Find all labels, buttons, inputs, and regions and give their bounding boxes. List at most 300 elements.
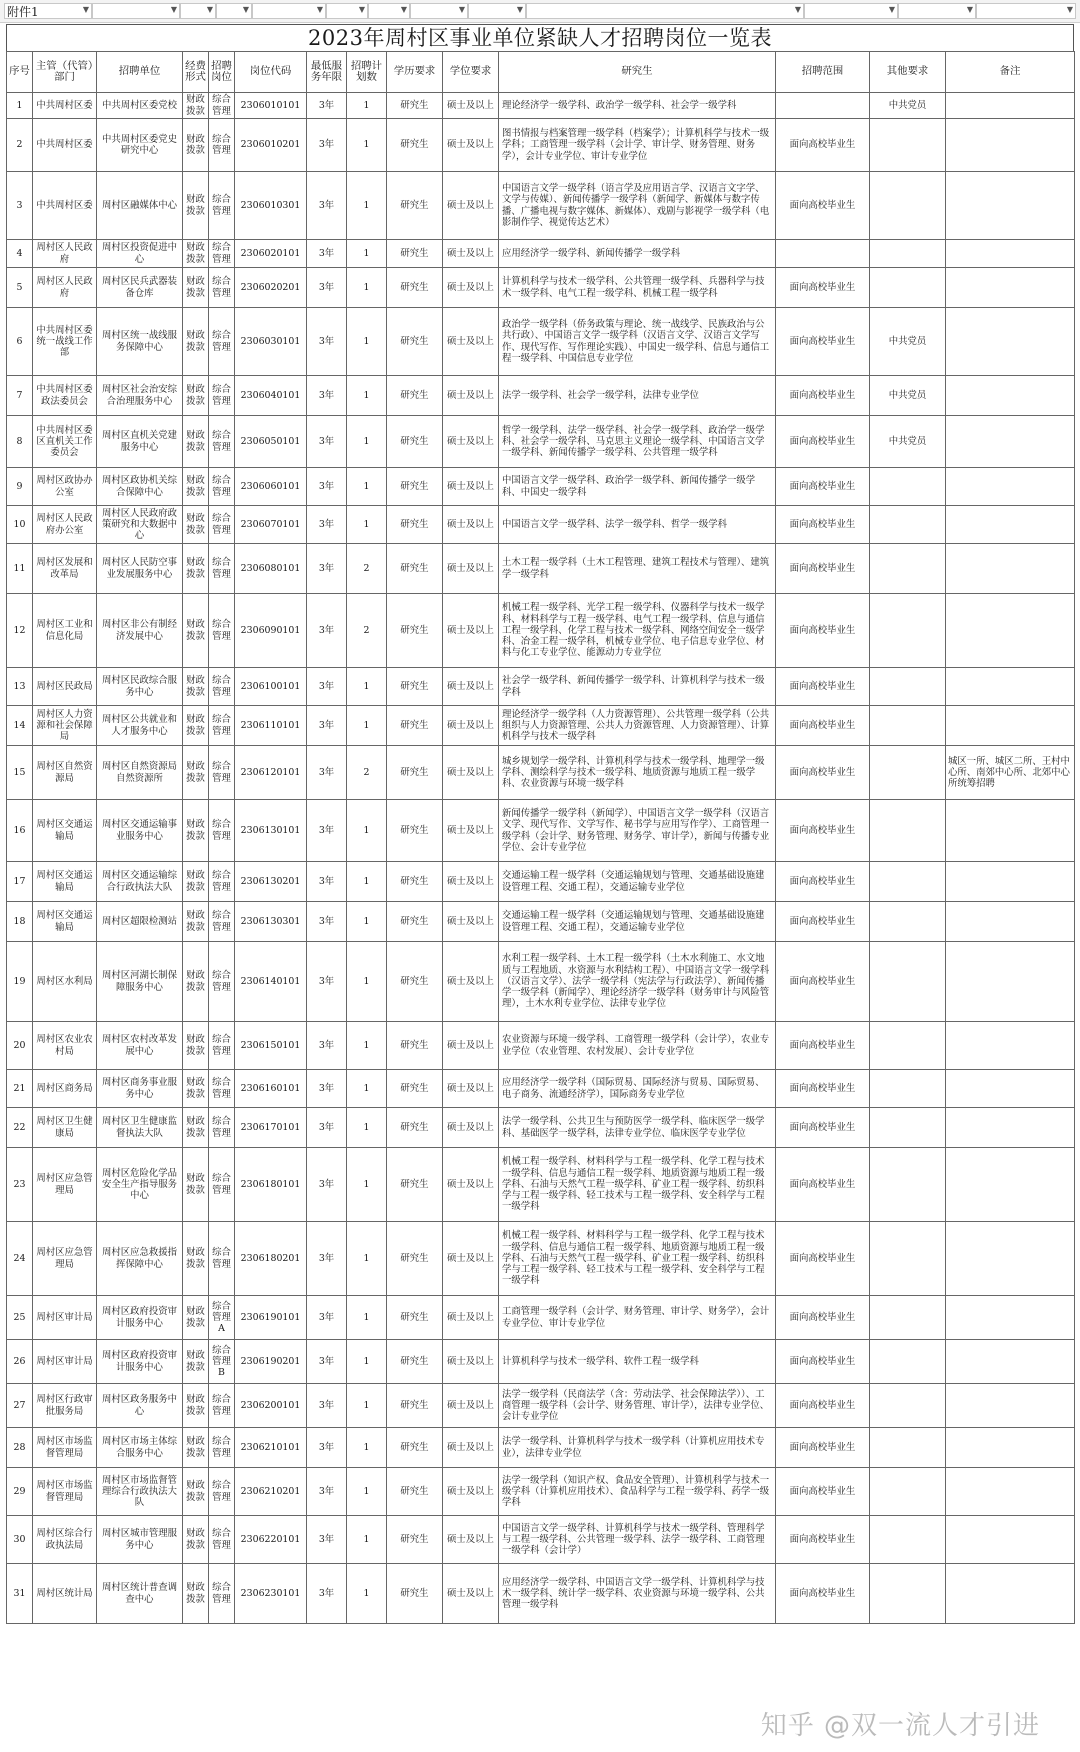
cell-degree: 硕士及以上 bbox=[443, 668, 499, 706]
cell-other bbox=[870, 1428, 946, 1468]
cell-fund: 财政拨款 bbox=[183, 1340, 209, 1384]
cell-plan: 1 bbox=[347, 800, 387, 862]
cell-post: 综合管理 bbox=[209, 1428, 235, 1468]
table-row bbox=[7, 240, 1075, 268]
cell-post: 综合管理 bbox=[209, 1516, 235, 1564]
table-row bbox=[7, 706, 1075, 746]
cell-plan: 1 bbox=[347, 942, 387, 1022]
cell-major: 中国语言文学一级学科、法学一级学科、哲学一级学科 bbox=[499, 506, 776, 544]
column-header: 最低服务年限 bbox=[307, 52, 347, 93]
cell-years: 3年 bbox=[307, 942, 347, 1022]
cell-scope bbox=[776, 93, 870, 119]
cell-dept: 周村区人民政府办公室 bbox=[33, 506, 97, 544]
cell-fund: 财政拨款 bbox=[183, 93, 209, 119]
cell-edu: 研究生 bbox=[387, 800, 443, 862]
cell-major: 应用经济学一级学科、新闻传播学一级学科 bbox=[499, 240, 776, 268]
cell-note bbox=[946, 376, 1075, 416]
cell-note bbox=[946, 1108, 1075, 1148]
cell-years: 3年 bbox=[307, 1384, 347, 1428]
filter-cell-8[interactable] bbox=[410, 3, 468, 19]
cell-post: 综合管理 bbox=[209, 1108, 235, 1148]
filter-cell-7[interactable] bbox=[368, 3, 410, 19]
cell-edu: 研究生 bbox=[387, 942, 443, 1022]
cell-scope: 面向高校毕业生 bbox=[776, 594, 870, 668]
cell-scope: 面向高校毕业生 bbox=[776, 468, 870, 506]
cell-edu: 研究生 bbox=[387, 1296, 443, 1340]
cell-scope: 面向高校毕业生 bbox=[776, 1296, 870, 1340]
cell-dept: 周村区市场监督管理局 bbox=[33, 1428, 97, 1468]
cell-degree: 硕士及以上 bbox=[443, 942, 499, 1022]
cell-post: 综合管理 bbox=[209, 240, 235, 268]
column-header: 招聘范围 bbox=[776, 52, 870, 93]
cell-other bbox=[870, 468, 946, 506]
dropdown-arrow-icon[interactable]: ▼ bbox=[316, 5, 323, 14]
cell-years: 3年 bbox=[307, 1296, 347, 1340]
cell-post: 综合管理 bbox=[209, 800, 235, 862]
cell-fund: 财政拨款 bbox=[183, 1022, 209, 1070]
cell-note bbox=[946, 506, 1075, 544]
dropdown-arrow-icon[interactable]: ▼ bbox=[82, 5, 89, 14]
cell-note bbox=[946, 1070, 1075, 1108]
cell-fund: 财政拨款 bbox=[183, 308, 209, 376]
cell-post: 综合管理 bbox=[209, 1148, 235, 1222]
cell-note bbox=[946, 1022, 1075, 1070]
filter-cell-9[interactable] bbox=[468, 3, 526, 19]
table-row bbox=[7, 1384, 1075, 1428]
cell-fund: 财政拨款 bbox=[183, 1516, 209, 1564]
cell-unit: 周村区民政综合服务中心 bbox=[97, 668, 183, 706]
cell-plan: 1 bbox=[347, 1108, 387, 1148]
cell-unit: 周村区人民防空事业发展服务中心 bbox=[97, 544, 183, 594]
cell-plan: 1 bbox=[347, 1428, 387, 1468]
cell-unit: 周村区非公有制经济发展中心 bbox=[97, 594, 183, 668]
cell-fund: 财政拨款 bbox=[183, 668, 209, 706]
filter-cell-4[interactable] bbox=[216, 3, 252, 19]
cell-plan: 1 bbox=[347, 1468, 387, 1516]
cell-plan: 1 bbox=[347, 240, 387, 268]
dropdown-arrow-icon[interactable]: ▼ bbox=[358, 5, 365, 14]
cell-other bbox=[870, 240, 946, 268]
table-row bbox=[7, 594, 1075, 668]
cell-unit: 周村区政协机关综合保障中心 bbox=[97, 468, 183, 506]
cell-years: 3年 bbox=[307, 706, 347, 746]
watermark: 知乎 @双一流人才引进 bbox=[760, 1711, 1040, 1741]
table-row bbox=[7, 668, 1075, 706]
cell-dept: 周村区行政审批服务局 bbox=[33, 1384, 97, 1428]
cell-degree: 硕士及以上 bbox=[443, 902, 499, 942]
cell-fund: 财政拨款 bbox=[183, 468, 209, 506]
cell-edu: 研究生 bbox=[387, 1108, 443, 1148]
cell-fund: 财政拨款 bbox=[183, 706, 209, 746]
positions-table bbox=[6, 51, 1075, 1624]
cell-no: 15 bbox=[7, 746, 33, 800]
cell-dept: 周村区交通运输局 bbox=[33, 902, 97, 942]
cell-degree: 硕士及以上 bbox=[443, 1222, 499, 1296]
cell-note bbox=[946, 416, 1075, 468]
cell-no: 12 bbox=[7, 594, 33, 668]
cell-code: 2306150101 bbox=[235, 1022, 307, 1070]
cell-unit: 周村区统计普查调查中心 bbox=[97, 1564, 183, 1624]
cell-fund: 财政拨款 bbox=[183, 268, 209, 308]
cell-scope: 面向高校毕业生 bbox=[776, 308, 870, 376]
cell-degree: 硕士及以上 bbox=[443, 1468, 499, 1516]
cell-unit: 周村区投资促进中心 bbox=[97, 240, 183, 268]
cell-code: 2306170101 bbox=[235, 1108, 307, 1148]
cell-years: 3年 bbox=[307, 93, 347, 119]
column-header: 序号 bbox=[7, 52, 33, 93]
cell-no: 13 bbox=[7, 668, 33, 706]
cell-dept: 周村区人民政府 bbox=[33, 268, 97, 308]
dropdown-arrow-icon[interactable]: ▼ bbox=[206, 5, 213, 14]
table-row bbox=[7, 1468, 1075, 1516]
table-row bbox=[7, 746, 1075, 800]
table-row bbox=[7, 1296, 1075, 1340]
cell-no: 24 bbox=[7, 1222, 33, 1296]
page-title: 2023年周村区事业单位紧缺人才招聘岗位一览表 bbox=[6, 24, 1074, 51]
cell-no: 9 bbox=[7, 468, 33, 506]
cell-major: 法学一级学科、社会学一级学科，法律专业学位 bbox=[499, 376, 776, 416]
cell-edu: 研究生 bbox=[387, 862, 443, 902]
cell-degree: 硕士及以上 bbox=[443, 1516, 499, 1564]
cell-dept: 周村区卫生健康局 bbox=[33, 1108, 97, 1148]
cell-plan: 1 bbox=[347, 93, 387, 119]
cell-scope: 面向高校毕业生 bbox=[776, 862, 870, 902]
cell-code: 2306130301 bbox=[235, 902, 307, 942]
cell-post: 综合管理 bbox=[209, 902, 235, 942]
cell-post: 综合管理 bbox=[209, 268, 235, 308]
cell-degree: 硕士及以上 bbox=[443, 376, 499, 416]
cell-note bbox=[946, 1340, 1075, 1384]
cell-unit: 周村区超限检测站 bbox=[97, 902, 183, 942]
filter-cell-3[interactable] bbox=[180, 3, 216, 19]
cell-major: 哲学一级学科、法学一级学科、社会学一级学科、政治学一级学科、社会学一级学科、马克思主义理论一级学科、中国语言文学一级学科、新闻传播学一级学科、公共管理一级学科 bbox=[499, 416, 776, 468]
column-header: 主管（代管）部门 bbox=[33, 52, 97, 93]
table-row bbox=[7, 1516, 1075, 1564]
cell-other bbox=[870, 594, 946, 668]
cell-scope: 面向高校毕业生 bbox=[776, 1022, 870, 1070]
cell-post: 综合管理 bbox=[209, 172, 235, 240]
cell-years: 3年 bbox=[307, 668, 347, 706]
cell-dept: 周村区交通运输局 bbox=[33, 862, 97, 902]
dropdown-arrow-icon[interactable]: ▼ bbox=[966, 5, 973, 14]
dropdown-arrow-icon[interactable]: ▼ bbox=[242, 5, 249, 14]
cell-note bbox=[946, 468, 1075, 506]
cell-no: 28 bbox=[7, 1428, 33, 1468]
cell-post: 综合管理 bbox=[209, 1222, 235, 1296]
cell-code: 2306220101 bbox=[235, 1516, 307, 1564]
cell-fund: 财政拨款 bbox=[183, 1148, 209, 1222]
dropdown-arrow-icon[interactable]: ▼ bbox=[170, 5, 177, 14]
cell-plan: 1 bbox=[347, 862, 387, 902]
cell-edu: 研究生 bbox=[387, 93, 443, 119]
cell-years: 3年 bbox=[307, 268, 347, 308]
cell-fund: 财政拨款 bbox=[183, 1384, 209, 1428]
cell-other bbox=[870, 1108, 946, 1148]
cell-edu: 研究生 bbox=[387, 1222, 443, 1296]
cell-no: 23 bbox=[7, 1148, 33, 1222]
cell-unit: 周村区直机关党建服务中心 bbox=[97, 416, 183, 468]
dropdown-arrow-icon[interactable]: ▼ bbox=[458, 5, 465, 14]
cell-edu: 研究生 bbox=[387, 1564, 443, 1624]
cell-fund: 财政拨款 bbox=[183, 594, 209, 668]
cell-unit: 周村区政府投资审计服务中心 bbox=[97, 1340, 183, 1384]
table-body bbox=[7, 93, 1075, 1624]
dropdown-arrow-icon[interactable]: ▼ bbox=[516, 5, 523, 14]
cell-no: 17 bbox=[7, 862, 33, 902]
cell-no: 11 bbox=[7, 544, 33, 594]
cell-code: 2306190201 bbox=[235, 1340, 307, 1384]
cell-edu: 研究生 bbox=[387, 119, 443, 172]
cell-fund: 财政拨款 bbox=[183, 746, 209, 800]
cell-unit: 周村区农村改革发展中心 bbox=[97, 1022, 183, 1070]
cell-scope: 面向高校毕业生 bbox=[776, 376, 870, 416]
cell-degree: 硕士及以上 bbox=[443, 1296, 499, 1340]
cell-note bbox=[946, 800, 1075, 862]
filter-cell-2[interactable] bbox=[92, 3, 180, 19]
cell-post: 综合管理 bbox=[209, 746, 235, 800]
cell-dept: 周村区人民政府 bbox=[33, 240, 97, 268]
cell-no: 4 bbox=[7, 240, 33, 268]
cell-no: 21 bbox=[7, 1070, 33, 1108]
filter-cell-12[interactable] bbox=[898, 3, 976, 19]
spreadsheet bbox=[6, 24, 1074, 1624]
cell-major: 中国语言文学一级学科、政治学一级学科、新闻传播学一级学科、中国史一级学科 bbox=[499, 468, 776, 506]
cell-dept: 周村区综合行政执法局 bbox=[33, 1516, 97, 1564]
cell-code: 2306090101 bbox=[235, 594, 307, 668]
cell-other bbox=[870, 1022, 946, 1070]
cell-plan: 1 bbox=[347, 1564, 387, 1624]
cell-scope: 面向高校毕业生 bbox=[776, 1516, 870, 1564]
cell-fund: 财政拨款 bbox=[183, 1564, 209, 1624]
cell-code: 2306020201 bbox=[235, 268, 307, 308]
cell-dept: 周村区自然资源局 bbox=[33, 746, 97, 800]
cell-major: 计算机科学与技术一级学科、公共管理一级学科、兵器科学与技术一级学科、电气工程一级学科、机械工程一级学科 bbox=[499, 268, 776, 308]
cell-degree: 硕士及以上 bbox=[443, 506, 499, 544]
cell-scope: 面向高校毕业生 bbox=[776, 800, 870, 862]
table-row bbox=[7, 544, 1075, 594]
cell-edu: 研究生 bbox=[387, 706, 443, 746]
cell-degree: 硕士及以上 bbox=[443, 706, 499, 746]
cell-dept: 周村区民政局 bbox=[33, 668, 97, 706]
cell-no: 10 bbox=[7, 506, 33, 544]
cell-years: 3年 bbox=[307, 1468, 347, 1516]
cell-note bbox=[946, 1148, 1075, 1222]
dropdown-arrow-icon[interactable]: ▼ bbox=[1066, 5, 1073, 14]
column-header: 其他要求 bbox=[870, 52, 946, 93]
cell-code: 2306040101 bbox=[235, 376, 307, 416]
cell-no: 25 bbox=[7, 1296, 33, 1340]
cell-plan: 1 bbox=[347, 706, 387, 746]
cell-major: 工商管理一级学科（会计学、财务管理、审计学、财务学），会计专业学位、审计专业学位 bbox=[499, 1296, 776, 1340]
column-header: 学历要求 bbox=[387, 52, 443, 93]
cell-major: 水利工程一级学科、土木工程一级学科（土木水利施工、水文地质与工程地质、水资源与水利结构工程）、中国语言文学一级学科（汉语言文学）、法学一级学科（宪法学与行政法学）、新闻传播学一级学科（新闻学）、理论经济学一级学科（财务审计与风险管理），土木水利专业学位、法律专业学位 bbox=[499, 942, 776, 1022]
filter-cell-6[interactable] bbox=[326, 3, 368, 19]
table-row bbox=[7, 416, 1075, 468]
cell-note bbox=[946, 1384, 1075, 1428]
cell-degree: 硕士及以上 bbox=[443, 1070, 499, 1108]
cell-no: 18 bbox=[7, 902, 33, 942]
cell-post: 综合管理 bbox=[209, 376, 235, 416]
cell-dept: 周村区交通运输局 bbox=[33, 800, 97, 862]
cell-other bbox=[870, 902, 946, 942]
cell-major: 机械工程一级学科、材料科学与工程一级学科、化学工程与技术一级学科、信息与通信工程一级学科、地质资源与地质工程一级学科、石油与天然气工程一级学科、矿业工程一级学科、纺织科学与工程一级学科、轻工技术与工程一级学科、安全科学与工程一级学科 bbox=[499, 1222, 776, 1296]
cell-post: 综合管理 bbox=[209, 1564, 235, 1624]
cell-note: 城区一所、城区二所、王村中心所、南郊中心所、北郊中心所统筹招聘 bbox=[946, 746, 1075, 800]
cell-years: 3年 bbox=[307, 468, 347, 506]
cell-note bbox=[946, 172, 1075, 240]
cell-scope: 面向高校毕业生 bbox=[776, 544, 870, 594]
cell-no: 22 bbox=[7, 1108, 33, 1148]
table-row bbox=[7, 902, 1075, 942]
cell-post: 综合管理 bbox=[209, 862, 235, 902]
cell-fund: 财政拨款 bbox=[183, 902, 209, 942]
cell-other bbox=[870, 544, 946, 594]
cell-note bbox=[946, 119, 1075, 172]
filter-cell-10[interactable] bbox=[526, 3, 804, 19]
dropdown-arrow-icon[interactable]: ▼ bbox=[400, 5, 407, 14]
cell-plan: 1 bbox=[347, 1022, 387, 1070]
cell-other bbox=[870, 1148, 946, 1222]
dropdown-arrow-icon[interactable]: ▼ bbox=[794, 5, 801, 14]
filter-cell-5[interactable] bbox=[252, 3, 326, 19]
cell-major: 理论经济学一级学科（人力资源管理）、公共管理一级学科（公共组织与人力资源管理、公共人力资源管理、人力资源管理）、计算机科学与技术一级学科 bbox=[499, 706, 776, 746]
cell-post: 综合管理 bbox=[209, 416, 235, 468]
cell-note bbox=[946, 93, 1075, 119]
cell-major: 中国语言文学一级学科、计算机科学与技术一级学科、管理科学与工程一级学科、公共管理一级学科、法学一级学科、工商管理一级学科（会计学） bbox=[499, 1516, 776, 1564]
cell-degree: 硕士及以上 bbox=[443, 93, 499, 119]
cell-code: 2306120101 bbox=[235, 746, 307, 800]
cell-plan: 1 bbox=[347, 172, 387, 240]
cell-years: 3年 bbox=[307, 1070, 347, 1108]
cell-scope: 面向高校毕业生 bbox=[776, 942, 870, 1022]
cell-other bbox=[870, 1070, 946, 1108]
cell-edu: 研究生 bbox=[387, 668, 443, 706]
cell-years: 3年 bbox=[307, 1564, 347, 1624]
cell-dept: 周村区人力资源和社会保障局 bbox=[33, 706, 97, 746]
cell-major: 法学一级学科（知识产权、食品安全管理）、计算机科学与技术一级学科（计算机应用技术）、食品科学与工程一级学科、药学一级学科 bbox=[499, 1468, 776, 1516]
cell-post: 综合管理 bbox=[209, 706, 235, 746]
cell-fund: 财政拨款 bbox=[183, 240, 209, 268]
filter-cell-13[interactable] bbox=[976, 3, 1076, 19]
cell-major: 中国语言文学一级学科（语言学及应用语言学、汉语言文字学、文学与传媒）、新闻传播学一级学科（新闻学、新媒体与数字传播、广播电视与数字媒体、新媒体）、戏剧与影视学一级学科（电影制作学、视觉传达艺术） bbox=[499, 172, 776, 240]
cell-years: 3年 bbox=[307, 1516, 347, 1564]
cell-years: 3年 bbox=[307, 376, 347, 416]
cell-plan: 2 bbox=[347, 544, 387, 594]
cell-dept: 中共周村区委 bbox=[33, 93, 97, 119]
table-row bbox=[7, 1022, 1075, 1070]
cell-code: 2306180201 bbox=[235, 1222, 307, 1296]
dropdown-arrow-icon[interactable]: ▼ bbox=[888, 5, 895, 14]
cell-no: 27 bbox=[7, 1384, 33, 1428]
cell-plan: 1 bbox=[347, 1340, 387, 1384]
cell-plan: 1 bbox=[347, 468, 387, 506]
cell-unit: 周村区人民政府政策研究和大数据中心 bbox=[97, 506, 183, 544]
cell-plan: 1 bbox=[347, 902, 387, 942]
cell-years: 3年 bbox=[307, 594, 347, 668]
cell-no: 2 bbox=[7, 119, 33, 172]
cell-unit: 周村区市场主体综合服务中心 bbox=[97, 1428, 183, 1468]
cell-years: 3年 bbox=[307, 902, 347, 942]
table-row bbox=[7, 1428, 1075, 1468]
cell-years: 3年 bbox=[307, 800, 347, 862]
cell-code: 2306100101 bbox=[235, 668, 307, 706]
cell-code: 2306200101 bbox=[235, 1384, 307, 1428]
cell-note bbox=[946, 544, 1075, 594]
cell-scope: 面向高校毕业生 bbox=[776, 1148, 870, 1222]
cell-edu: 研究生 bbox=[387, 544, 443, 594]
cell-edu: 研究生 bbox=[387, 268, 443, 308]
filter-cell-1[interactable] bbox=[4, 3, 92, 19]
cell-dept: 中共周村区委政法委员会 bbox=[33, 376, 97, 416]
cell-fund: 财政拨款 bbox=[183, 1468, 209, 1516]
cell-note bbox=[946, 1468, 1075, 1516]
cell-fund: 财政拨款 bbox=[183, 1296, 209, 1340]
cell-unit: 周村区市场监督管理综合行政执法大队 bbox=[97, 1468, 183, 1516]
cell-no: 1 bbox=[7, 93, 33, 119]
cell-years: 3年 bbox=[307, 1108, 347, 1148]
filter-cell-11[interactable] bbox=[804, 3, 898, 19]
cell-post: 综合管理 bbox=[209, 942, 235, 1022]
cell-unit: 中共周村区委党校 bbox=[97, 93, 183, 119]
cell-scope bbox=[776, 240, 870, 268]
cell-major: 理论经济学一级学科、政治学一级学科、社会学一级学科 bbox=[499, 93, 776, 119]
cell-edu: 研究生 bbox=[387, 1468, 443, 1516]
cell-code: 2306210201 bbox=[235, 1468, 307, 1516]
cell-dept: 周村区工业和信息化局 bbox=[33, 594, 97, 668]
cell-other bbox=[870, 1516, 946, 1564]
table-row bbox=[7, 1070, 1075, 1108]
table-row bbox=[7, 268, 1075, 308]
cell-dept: 周村区政协办公室 bbox=[33, 468, 97, 506]
cell-post: 综合管理 bbox=[209, 1468, 235, 1516]
cell-scope: 面向高校毕业生 bbox=[776, 746, 870, 800]
cell-major: 应用经济学一级学科、中国语言文学一级学科、计算机科学与技术一级学科、统计学一级学科、农业资源与环境一级学科、公共管理一级学科 bbox=[499, 1564, 776, 1624]
cell-no: 3 bbox=[7, 172, 33, 240]
cell-other bbox=[870, 1296, 946, 1340]
cell-code: 2306010201 bbox=[235, 119, 307, 172]
cell-dept: 中共周村区委 bbox=[33, 172, 97, 240]
cell-note bbox=[946, 668, 1075, 706]
cell-fund: 财政拨款 bbox=[183, 506, 209, 544]
cell-edu: 研究生 bbox=[387, 1384, 443, 1428]
cell-no: 6 bbox=[7, 308, 33, 376]
cell-major: 法学一级学科（民商法学（含：劳动法学、社会保障法学））、工商管理一级学科（会计学、财务管理、审计学），法律专业学位、会计专业学位 bbox=[499, 1384, 776, 1428]
column-header: 招聘计划数 bbox=[347, 52, 387, 93]
cell-scope: 面向高校毕业生 bbox=[776, 1070, 870, 1108]
cell-fund: 财政拨款 bbox=[183, 172, 209, 240]
column-header: 招聘单位 bbox=[97, 52, 183, 93]
cell-note bbox=[946, 1428, 1075, 1468]
cell-other: 中共党员 bbox=[870, 93, 946, 119]
cell-code: 2306010101 bbox=[235, 93, 307, 119]
cell-years: 3年 bbox=[307, 308, 347, 376]
cell-unit: 周村区融媒体中心 bbox=[97, 172, 183, 240]
cell-no: 16 bbox=[7, 800, 33, 862]
cell-post: 综合管理 bbox=[209, 594, 235, 668]
cell-plan: 1 bbox=[347, 506, 387, 544]
cell-edu: 研究生 bbox=[387, 240, 443, 268]
table-row bbox=[7, 1340, 1075, 1384]
cell-unit: 周村区民兵武器装备仓库 bbox=[97, 268, 183, 308]
cell-code: 2306130101 bbox=[235, 800, 307, 862]
cell-note bbox=[946, 240, 1075, 268]
cell-major: 法学一级学科、公共卫生与预防医学一级学科、临床医学一级学科、基础医学一级学科，法律专业学位、临床医学专业学位 bbox=[499, 1108, 776, 1148]
cell-scope: 面向高校毕业生 bbox=[776, 706, 870, 746]
cell-no: 26 bbox=[7, 1340, 33, 1384]
cell-degree: 硕士及以上 bbox=[443, 594, 499, 668]
cell-post: 综合管理 bbox=[209, 93, 235, 119]
cell-other bbox=[870, 746, 946, 800]
